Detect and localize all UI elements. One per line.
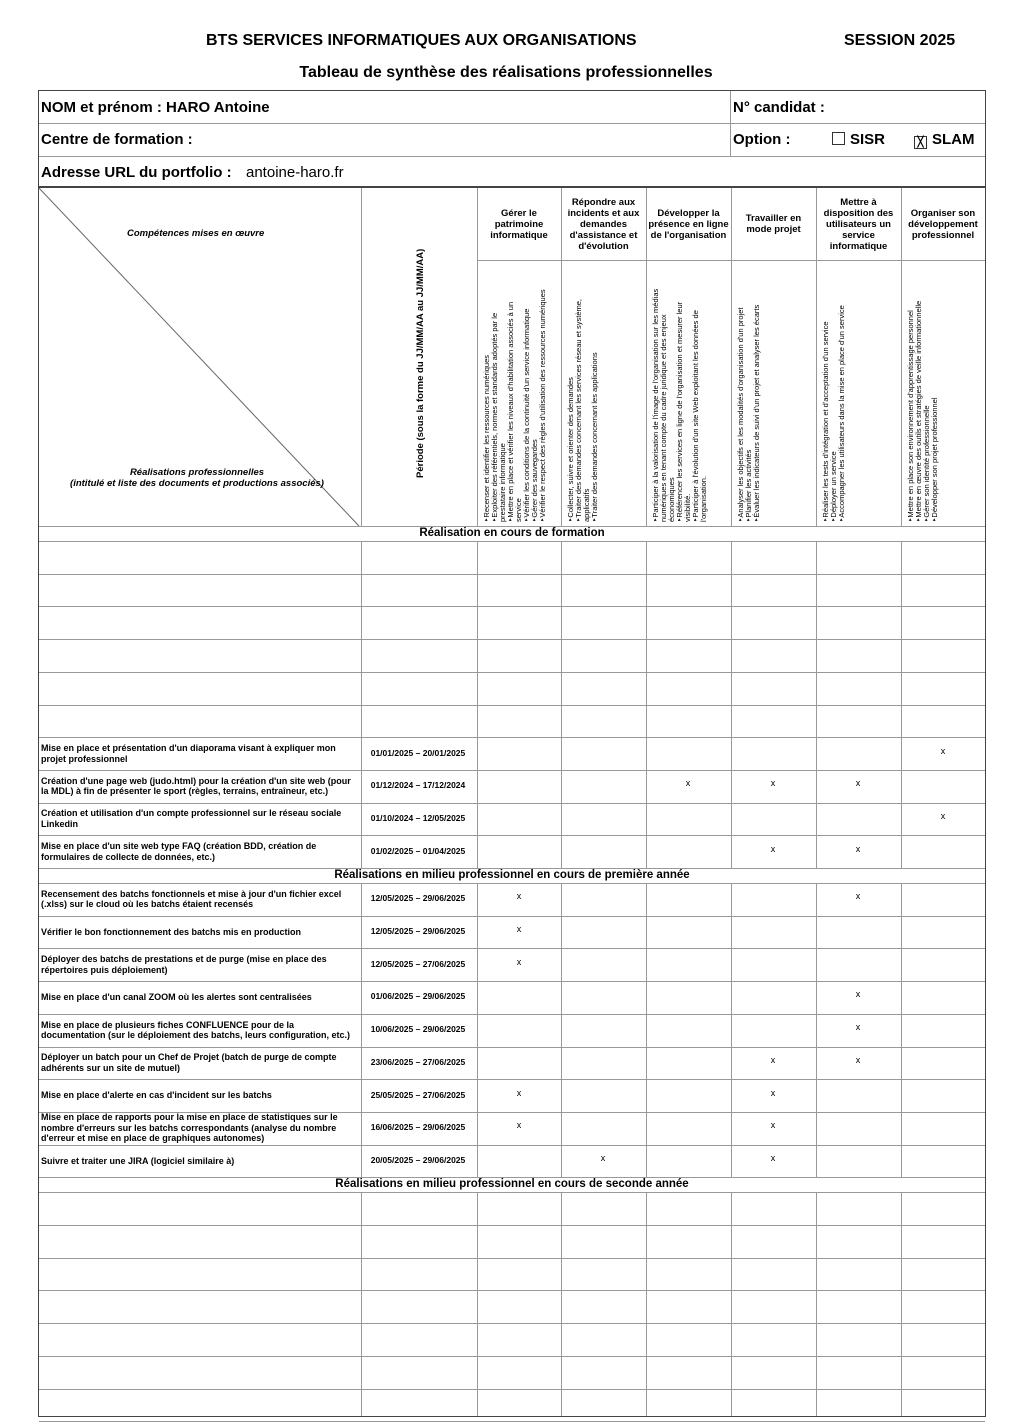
competence-activity: économiques [667, 477, 676, 522]
option-slam[interactable] [914, 131, 975, 149]
realisation-period: 12/05/2025 – 29/06/2025 [370, 926, 466, 937]
realisation-label-text: Mise en place et présentation d'un diaporama visant à expliquer mon projet professionnel [41, 743, 336, 764]
competence-activity: ‣Traiter des demandes concernant les services réseau et système, [574, 299, 583, 522]
session-label: SESSION 2025 [844, 32, 956, 49]
candidate-info-box [38, 90, 986, 187]
realisation-label [41, 1225, 359, 1258]
competence-title-line: patrimoine [494, 218, 544, 230]
competence-title [733, 188, 814, 260]
competence-activity: applicatifs [582, 488, 591, 522]
option-sisr[interactable] [832, 131, 885, 148]
realisation-label [41, 1047, 359, 1080]
competence-title-line: mode projet [746, 224, 801, 235]
realisation-label [41, 1290, 359, 1323]
competence-mark: x [770, 778, 776, 789]
competence-activity: ‣Référencer les services en ligne de l'organisation et mesurer leur [675, 301, 684, 522]
competence-activity: ‣Exploiter des référentiels, normes et standards adoptés par le [490, 312, 499, 522]
competence-title-line: informatique [490, 229, 548, 241]
realisation-label [41, 574, 359, 607]
realisation-label-text: Création et utilisation d'un compte professionnel sur le réseau sociale Linkedin [41, 808, 342, 829]
realisation-label-text: Mise en place de plusieurs fiches CONFLUENCE pour de la documentation (sur le déploiement des batchs, leurs configuration, etc.) [41, 1019, 351, 1041]
competence-mark: x [855, 843, 861, 854]
competence-title-line: professionnel [911, 229, 975, 241]
realisations-header-line1: Réalisations professionnelles [129, 467, 265, 478]
option-label: Option : [733, 131, 791, 148]
competence-activity: ‣Vérifier le respect des règles d'utilisation des ressources numériques [538, 289, 547, 522]
competence-mark: x [855, 989, 861, 1000]
competence-activities [822, 305, 846, 522]
info-row-divider [39, 123, 985, 124]
realisation-label [41, 770, 359, 803]
realisation-label-text: Suivre et traiter une JIRA (logiciel similaire à) [41, 1155, 235, 1166]
realisation-label-text: Recensement des batchs fonctionnels et mise à jour d'un fichier excel (.xlss) sur le cloud où les batchs étaient recensés [41, 888, 342, 910]
competence-mark: x [855, 1054, 861, 1065]
competence-mark: x [516, 956, 522, 967]
competence-activity: l'organisation. [699, 475, 708, 522]
realisation-label [41, 1356, 359, 1389]
competence-title-line: disposition des [823, 207, 894, 219]
competence-mark: x [516, 1120, 522, 1131]
competence-activity: ‣Planifier les activités [744, 449, 753, 522]
competence-mark: x [770, 1054, 776, 1065]
realisation-period: 01/10/2024 – 12/05/2025 [370, 812, 466, 823]
competence-activity: numériques en tenant compte du cadre juridique et des enjeux [659, 314, 668, 522]
realisation-label [41, 803, 359, 836]
competence-title-line: d'assistance et [569, 229, 638, 241]
realisation-label [41, 672, 359, 705]
realisation-period: 01/01/2025 – 20/01/2025 [370, 747, 466, 758]
realisation-label-text: Vérifier le bon fonctionnement des batchs mis en production [41, 926, 302, 937]
portfolio-url-label: Adresse URL du portfolio : [41, 164, 232, 181]
realisation-period: 12/05/2025 – 27/06/2025 [370, 958, 466, 969]
competence-activity: ‣Déployer un service [829, 451, 838, 522]
competence-activity: ‣Collecter, suivre et orienter des demandes [566, 377, 575, 522]
realisation-label [41, 606, 359, 639]
realisation-label-text: Déployer un batch pour un Chef de Projet (batch de purge de compte adhérents sur un site de mutuel) [41, 1052, 337, 1073]
competence-activity: ‣Analyser les objectifs et les modalités d'organisation d'un projet [736, 307, 745, 522]
realisation-label [41, 639, 359, 672]
competence-mark: x [770, 1087, 776, 1098]
competence-activities [567, 299, 599, 522]
competence-mark: x [516, 891, 522, 902]
competence-title-line: demandes [580, 218, 627, 230]
competence-activities [907, 301, 939, 522]
candidate-number-label: N° candidat : [733, 99, 825, 116]
competence-activity: ‣Mettre en place son environnement d'apprentissage personnel [906, 310, 915, 522]
section-title: Réalisations en milieu professionnel en cours de seconde année [335, 1178, 689, 1191]
synthesis-table [38, 187, 986, 1417]
competence-title-line: informatique [829, 240, 888, 252]
sisr-checkbox[interactable] [832, 132, 845, 145]
realisation-label [41, 1112, 359, 1145]
candidate-name: NOM et prénom : HARO Antoine [41, 99, 270, 116]
realisations-header [67, 467, 327, 489]
realisation-period: 10/06/2025 – 29/06/2025 [370, 1024, 466, 1035]
realisation-period: 23/06/2025 – 27/06/2025 [370, 1056, 466, 1067]
competence-mark: x [516, 924, 522, 935]
section-title: Réalisations en milieu professionnel en cours de première année [334, 869, 690, 881]
competence-title-line: Gérer le [501, 207, 537, 219]
realisation-period: 20/05/2025 – 29/06/2025 [370, 1154, 466, 1165]
sisr-label: SISR [850, 131, 886, 148]
competence-activities [652, 289, 708, 522]
competence-mark: x [770, 1120, 776, 1131]
competence-title-line: Développer la [657, 207, 720, 219]
competence-activity: ‣Traiter des demandes concernant les applications [590, 352, 599, 522]
competence-mark: x [940, 745, 946, 756]
realisation-period: 01/02/2025 – 01/04/2025 [370, 845, 466, 856]
realisation-label-text: Déployer des batchs de prestations et de purge (mise en place des répertoires puis déploiement) [41, 954, 327, 975]
realisation-label-text: Mise en place d'alerte en cas d'incident sur les batchs [41, 1090, 272, 1101]
period-header: Période (sous la forme du JJ/MM/AA au JJ/MM/AA) [415, 248, 426, 478]
competence-title-line: Travailler en [745, 213, 802, 224]
competence-activity: ‣Participer à la valorisation de l'image de l'organisation sur les médias [651, 288, 660, 522]
realisation-label-text: Création d'une page web (judo.html) pour la création d'un site web (pour la MDL) à fin de présenter le sport (règles, terrains, entraîneur, etc.) [41, 775, 351, 797]
competence-activity: ‣Mettre en place et vérifier les niveaux d'habilitation associés à un [506, 301, 515, 522]
realisation-label [41, 916, 359, 949]
competence-activity: visibilité. [683, 493, 692, 522]
section-title: Réalisation en cours de formation [419, 527, 605, 539]
competence-title-line: Mettre à [840, 196, 877, 208]
competence-activity: prestataire informatique [498, 443, 507, 522]
realisation-label [41, 1258, 359, 1291]
realisation-label [41, 1145, 359, 1178]
competence-mark: x [770, 843, 776, 854]
competence-activity: ‣Accompagner les utilisateurs dans la mise en place d'un service [837, 305, 846, 522]
realisation-label [41, 737, 359, 770]
realisation-label [41, 541, 359, 574]
realisation-period: 25/05/2025 – 27/06/2025 [370, 1089, 466, 1100]
training-center-label: Centre de formation : [41, 131, 193, 148]
realisation-label [41, 705, 359, 738]
competences-header: Compétences mises en œuvre [127, 228, 265, 239]
competence-title-line: incidents et aux [567, 207, 640, 219]
slam-label: SLAM [932, 131, 975, 148]
document-title: BTS SERVICES INFORMATIQUES AUX ORGANISATIONS [206, 32, 637, 49]
realisation-label [41, 1323, 359, 1356]
competence-mark: x [855, 891, 861, 902]
competence-title [479, 188, 559, 260]
competence-title-line: utilisateurs un [826, 218, 891, 230]
realisation-label [41, 1389, 359, 1422]
realisation-label [41, 835, 359, 868]
competence-mark: x [685, 778, 691, 789]
competence-title-line: Organiser son [910, 207, 976, 219]
competence-activity: ‣Réaliser les tests d'intégration et d'acceptation d'un service [821, 321, 830, 522]
slam-checkbox[interactable] [914, 136, 927, 149]
competence-title-divider [477, 260, 985, 261]
competence-activity: ‣Mettre en œuvre des outils et stratégies de veille informationnelle [914, 300, 923, 522]
realisation-label-text: Mise en place d'un site web type FAQ (création BDD, création de formulaires de collecte de données, etc.) [41, 841, 317, 862]
info-divider [730, 91, 731, 157]
competence-activity: ‣Participer à l'évolution d'un site Web exploitant les données de [691, 310, 700, 522]
realisation-period: 01/12/2024 – 17/12/2024 [370, 780, 466, 791]
competence-title [563, 188, 644, 260]
competence-mark: x [770, 1152, 776, 1163]
competence-activity: service [514, 498, 523, 522]
realisation-period: 12/05/2025 – 29/06/2025 [370, 893, 466, 904]
competence-title-line: service [842, 229, 875, 241]
competence-title-line: développement [908, 218, 978, 230]
competence-activity: ‣Évaluer les indicateurs de suivi d'un projet et analyser les écarts [752, 304, 761, 522]
competence-activity: ‣Vérifier les conditions de la continuité d'un service informatique [522, 308, 531, 522]
realisation-label [41, 981, 359, 1014]
realisations-header-line2: (intitulé et liste des documents et productions associés) [70, 478, 324, 489]
competence-mark: x [855, 1022, 861, 1033]
competence-title [648, 188, 729, 260]
competence-mark: x [600, 1152, 606, 1163]
realisation-period: 16/06/2025 – 29/06/2025 [370, 1122, 466, 1133]
competence-title [818, 188, 899, 260]
competence-mark: x [940, 810, 946, 821]
competence-title-line: de l'organisation [650, 229, 727, 241]
competence-mark: x [855, 778, 861, 789]
competence-activity: ‣Recenser et identifier les ressources numériques [482, 355, 491, 522]
competence-title [903, 188, 983, 260]
competence-activity: ‣Gérer son identité professionnelle [922, 405, 931, 522]
portfolio-url[interactable]: antoine-haro.fr [246, 164, 344, 181]
slam-check-mark: ╳ [917, 137, 924, 148]
competence-activity: ‣Gérer des sauvegardes [530, 439, 539, 522]
realisation-label-text: Mise en place de rapports pour la mise en place de statistiques sur le nombre d'erreurs sur les batchs correspondants (analyse du nombre d'erreur et mise en place de graphiques autonomes) [41, 1112, 338, 1144]
realisation-label [41, 1014, 359, 1047]
competence-mark: x [516, 1087, 522, 1098]
realisation-label [41, 1192, 359, 1225]
realisation-period: 01/06/2025 – 29/06/2025 [370, 991, 466, 1002]
realisation-label [41, 948, 359, 981]
realisation-label [41, 1079, 359, 1112]
realisation-label-text: Mise en place d'un canal ZOOM où les alertes sont centralisées [41, 992, 312, 1003]
competence-title-line: présence en ligne [648, 218, 729, 230]
document-subtitle: Tableau de synthèse des réalisations professionnelles [299, 64, 713, 81]
competence-activities [483, 289, 547, 522]
competence-activity: ‣Développer son projet professionnel [930, 397, 939, 522]
info-row-divider [39, 156, 985, 157]
competence-title-line: d'évolution [578, 240, 629, 252]
competence-activities [737, 305, 761, 522]
competence-title-line: Répondre aux [571, 196, 636, 208]
realisation-label [41, 883, 359, 916]
